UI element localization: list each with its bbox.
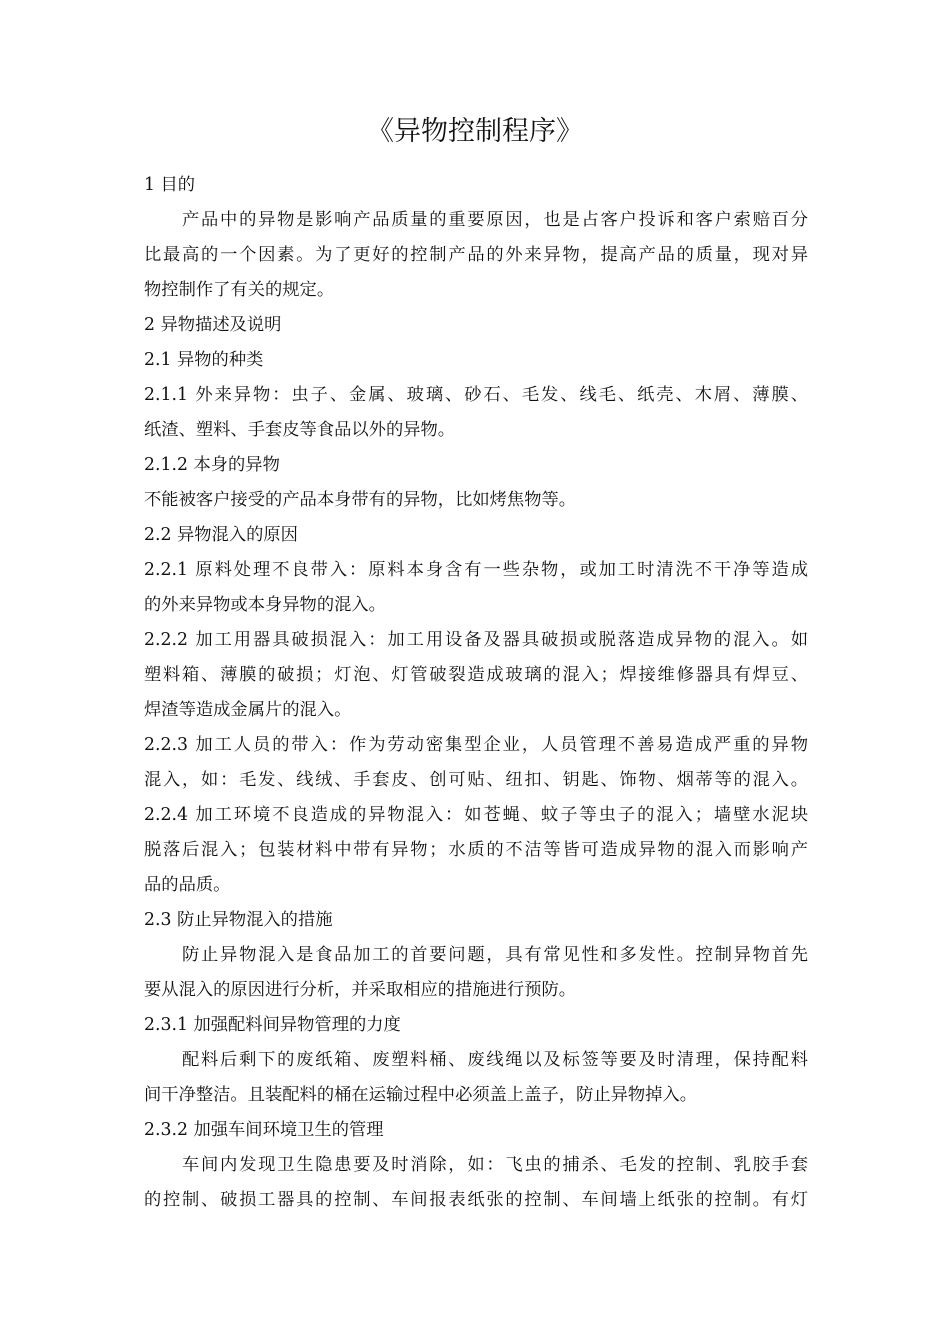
text-line: 防止异物混入是食品加工的首要问题，具有常见性和多发性。控制异物首先	[182, 945, 808, 965]
text-line: 2.2.3 加工人员的带入：作为劳动密集型企业，人员管理不善易造成严重的异物	[144, 735, 808, 755]
text-line: 纸渣、塑料、手套皮等食品以外的异物。	[144, 420, 456, 440]
text-line: 2.2 异物混入的原因	[144, 525, 298, 545]
text-line: 不能被客户接受的产品本身带有的异物，比如烤焦物等。	[144, 490, 577, 510]
text-line: 2.1.1 外来异物：虫子、金属、玻璃、砂石、毛发、线毛、纸壳、木屑、薄膜、	[144, 385, 808, 405]
text-line: 的控制、破损工器具的控制、车间报表纸张的控制、车间墙上纸张的控制。有灯	[144, 1190, 808, 1210]
text-line: 2.3.1 加强配料间异物管理的力度	[144, 1015, 401, 1035]
text-line: 2.1.2 本身的异物	[144, 455, 280, 475]
document-title: 《异物控制程序》	[367, 116, 583, 147]
text-line: 1 目的	[144, 175, 196, 195]
document-body	[144, 168, 808, 1218]
text-line: 产品中的异物是影响产品质量的重要原因，也是占客户投诉和客户索赔百分	[182, 210, 808, 230]
text-line: 塑料箱、薄膜的破损；灯泡、灯管破裂造成玻璃的混入；焊接维修器具有焊豆、	[144, 665, 808, 685]
text-line: 2.2.1 原料处理不良带入：原料本身含有一些杂物，或加工时清洗不干净等造成	[144, 560, 808, 580]
text-line: 2.1 异物的种类	[144, 350, 264, 370]
text-line: 配料后剩下的废纸箱、废塑料桶、废线绳以及标签等要及时清理，保持配料	[182, 1050, 808, 1070]
text-line: 间干净整洁。且装配料的桶在运输过程中必须盖上盖子，防止异物掉入。	[144, 1085, 698, 1105]
text-line: 混入，如：毛发、线绒、手套皮、创可贴、纽扣、钥匙、饰物、烟蒂等的混入。	[144, 770, 808, 790]
text-line: 物控制作了有关的规定。	[144, 280, 335, 300]
text-line: 要从混入的原因进行分析，并采取相应的措施进行预防。	[144, 980, 577, 1000]
text-line: 车间内发现卫生隐患要及时消除，如：飞虫的捕杀、毛发的控制、乳胶手套	[182, 1155, 808, 1175]
text-line: 品的品质。	[144, 875, 231, 895]
text-line: 的外来异物或本身异物的混入。	[144, 595, 386, 615]
text-line: 2.2.4 加工环境不良造成的异物混入：如苍蝇、蚊子等虫子的混入；墙壁水泥块	[144, 805, 808, 825]
text-line: 比最高的一个因素。为了更好的控制产品的外来异物，提高产品的质量，现对异	[144, 245, 808, 265]
text-line: 焊渣等造成金属片的混入。	[144, 700, 352, 720]
text-line: 2.3 防止异物混入的措施	[144, 910, 333, 930]
text-line: 2 异物描述及说明	[144, 315, 282, 335]
text-line: 2.2.2 加工用器具破损混入：加工用设备及器具破损或脱落造成异物的混入。如	[144, 630, 808, 650]
text-line: 2.3.2 加强车间环境卫生的管理	[144, 1120, 384, 1140]
text-line: 脱落后混入；包装材料中带有异物；水质的不洁等皆可造成异物的混入而影响产	[144, 840, 808, 860]
